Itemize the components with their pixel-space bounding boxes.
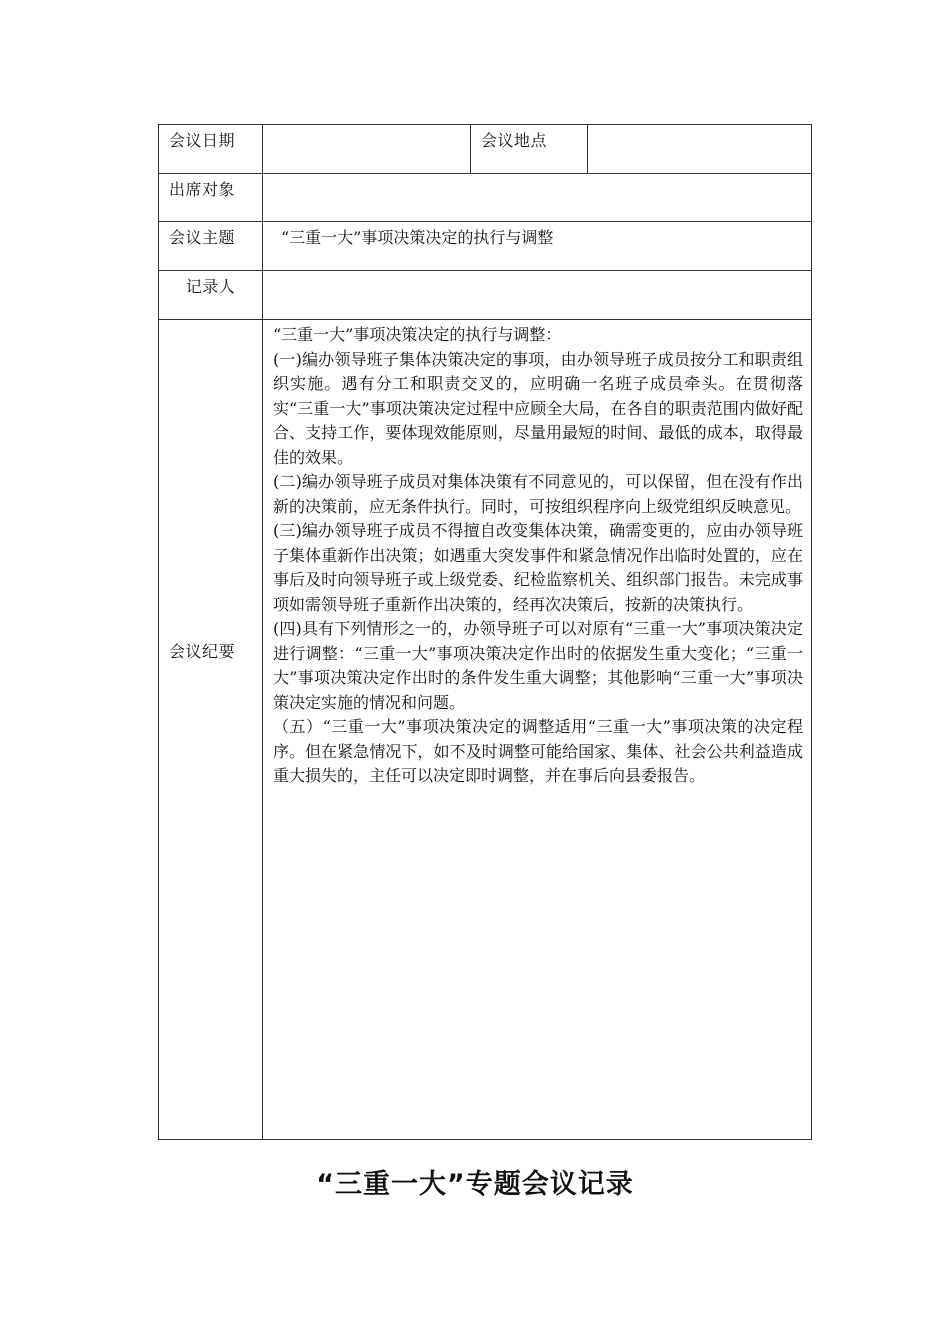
form-row-minutes [159, 320, 812, 1140]
topic-label: 会议主题 [159, 222, 263, 271]
recorder-field[interactable] [263, 271, 812, 320]
minutes-paragraph-5: （五）“三重一大”事项决策决定的调整适用“三重一大”事项决策的决定程序。但在紧急情况下，如不及时调整可能给国家、集体、社会公共利益造成重大损失的，主任可以决定即时调整，并在事后向县委报告。 [273, 717, 803, 785]
document-title: “三重一大”专题会议记录 [316, 1169, 634, 1200]
attendees-field[interactable] [263, 174, 812, 222]
recorder-label: 记录人 [159, 271, 263, 320]
minutes-paragraph-3: (三)编办领导班子成员不得擅自改变集体决策，确需变更的，应由办领导班子集体重新作出决策；如遇重大突发事件和紧急情况作出临时处置的，应在事后及时向领导班子或上级党委、纪检监察机关、组织部门报告。未完成事项如需领导班子重新作出决策的，经再次决策后，按新的决策执行。 [273, 521, 803, 614]
minutes-paragraph-4: (四)具有下列情形之一的，办领导班子可以对原有“三重一大”事项决策决定进行调整：“三重一大”事项决策决定作出时的依据发生重大变化；“三重一大”事项决策决定作出时的条件发生重大调整；其他影响“三重一大”事项决策决定实施的情况和问题。 [273, 619, 803, 712]
meeting-place-label: 会议地点 [471, 125, 588, 174]
form-row-topic [159, 222, 812, 271]
minutes-label: 会议纪要 [159, 320, 263, 1140]
minutes-paragraph-2: (二)编办领导班子成员对集体决策有不同意见的，可以保留，但在没有作出新的决策前，应无条件执行。同时，可按组织程序向上级党组织反映意见。 [273, 472, 803, 516]
minutes-field[interactable] [263, 320, 812, 1140]
form-row-date-place [159, 125, 812, 174]
meeting-place-field[interactable] [588, 125, 812, 174]
minutes-paragraph-1: (一)编办领导班子集体决策决定的事项，由办领导班子成员按分工和职责组织实施。遇有分工和职责交叉的，应明确一名班子成员牵头。在贯彻落实“三重一大”事项决策决定过程中应顾全大局，在各自的职责范围内做好配合、支持工作，要体现效能原则，尽量用最短的时间、最低的成本，取得最佳的效果。 [273, 349, 803, 467]
meeting-date-label: 会议日期 [159, 125, 263, 174]
topic-field[interactable]: “三重一大”事项决策决定的执行与调整 [263, 222, 812, 271]
form-row-attendees [159, 174, 812, 222]
meeting-record-form [158, 124, 812, 1140]
attendees-label: 出席对象 [159, 174, 263, 222]
minutes-paragraph-intro: “三重一大”事项决策决定的执行与调整： [273, 325, 562, 344]
meeting-date-field[interactable] [263, 125, 471, 174]
form-row-recorder [159, 271, 812, 320]
